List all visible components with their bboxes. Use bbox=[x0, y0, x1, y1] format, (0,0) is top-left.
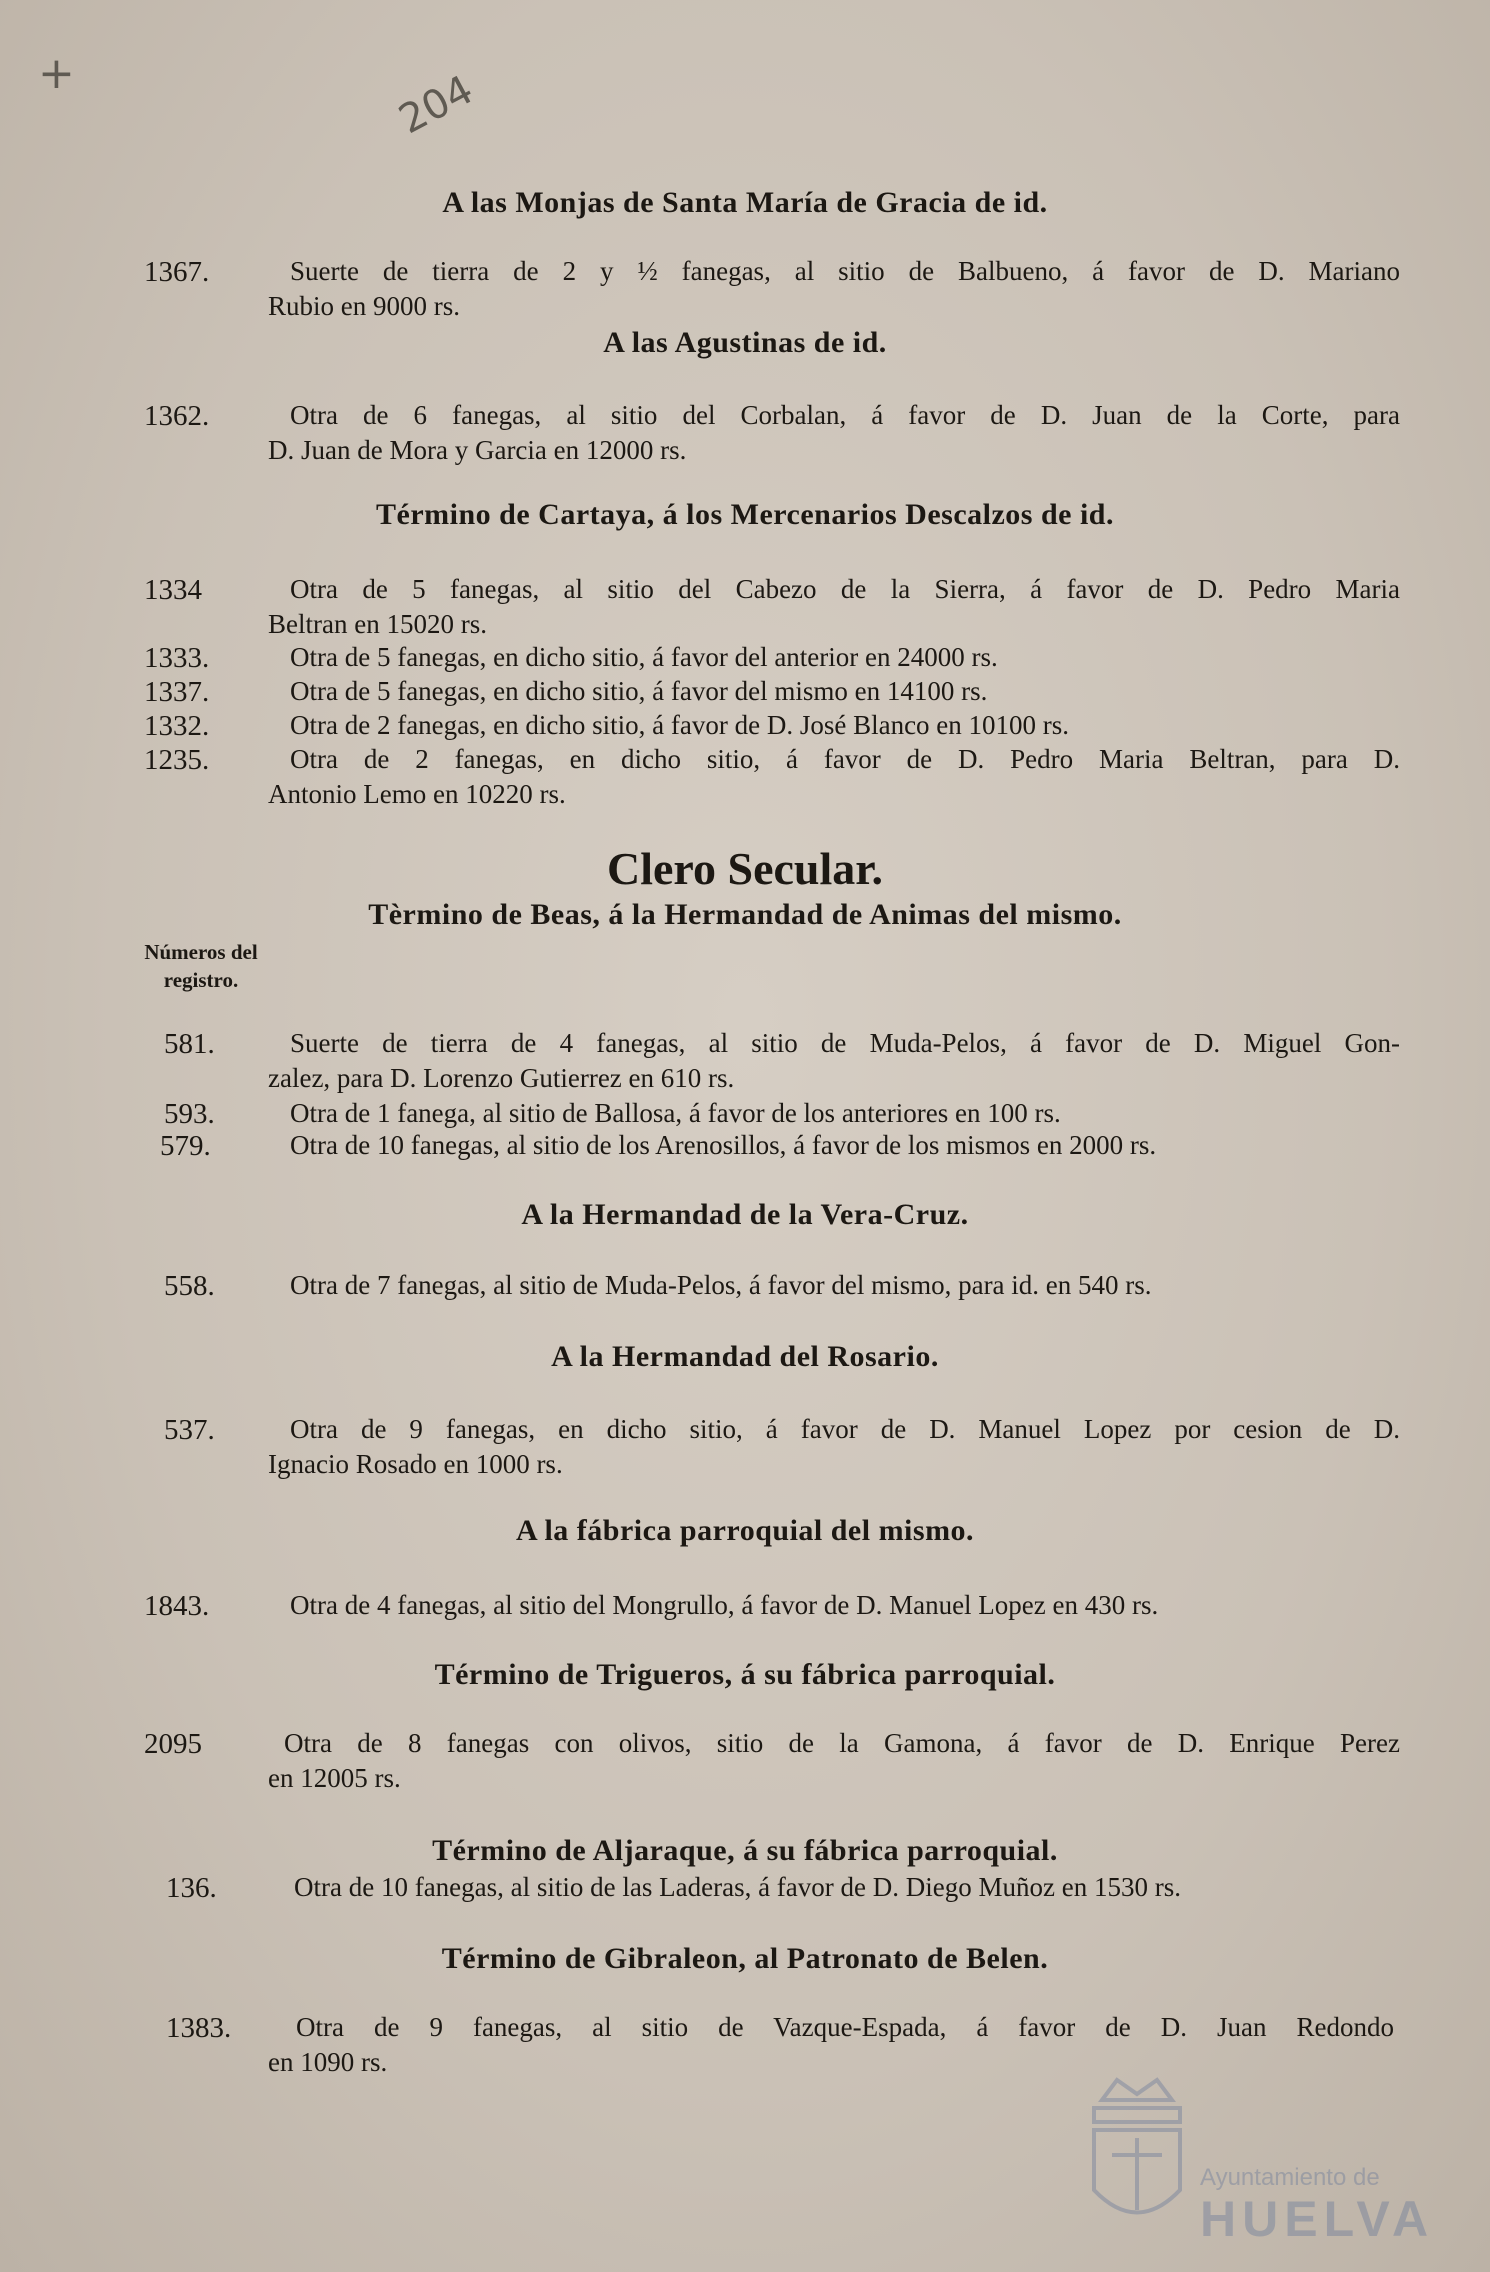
entry-line: Otra de 9 fanegas, en dicho sitio, á favor de D. Manuel Lopez por cesion de D. bbox=[290, 1414, 1400, 1444]
archive-watermark bbox=[1072, 2052, 1452, 2252]
heading-rosario: A la Hermandad del Rosario. bbox=[551, 1340, 939, 1373]
register-number: 579. bbox=[160, 1130, 211, 1162]
register-number: 1337. bbox=[144, 676, 210, 708]
register-label-line1: Números del bbox=[144, 940, 258, 964]
entry-line: Suerte de tierra de 2 y ½ fanegas, al sitio de Balbueno, á favor de D. Mariano bbox=[290, 256, 1400, 286]
register-number: 593. bbox=[164, 1098, 215, 1130]
register-number: 136. bbox=[166, 1872, 217, 1904]
entry-continuation: en 1090 rs. bbox=[268, 2047, 388, 2077]
section-title-clero-secular: Clero Secular. bbox=[607, 843, 883, 894]
entry-continuation: zalez, para D. Lorenzo Gutierrez en 610 rs. bbox=[268, 1063, 735, 1093]
register-number: 1333. bbox=[144, 642, 210, 674]
watermark-line2: HUELVA bbox=[1200, 2191, 1435, 2247]
entry-line: Otra de 2 fanegas, en dicho sitio, á favor de D. José Blanco en 10100 rs. bbox=[290, 710, 1070, 740]
register-number: 1332. bbox=[144, 710, 210, 742]
register-number: 1843. bbox=[144, 1590, 210, 1622]
heading-cartaya: Término de Cartaya, á los Mercenarios Descalzos de id. bbox=[376, 498, 1114, 531]
entry-line: Otra de 10 fanegas, al sitio de las Laderas, á favor de D. Diego Muñoz en 1530 rs. bbox=[294, 1872, 1181, 1902]
register-number: 581. bbox=[164, 1028, 215, 1060]
entry-line: Otra de 2 fanegas, en dicho sitio, á favor de D. Pedro Maria Beltran, para D. bbox=[290, 744, 1400, 774]
entry-line: Otra de 10 fanegas, al sitio de los Arenosillos, á favor de los mismos en 2000 rs. bbox=[290, 1130, 1157, 1160]
register-number: 1235. bbox=[144, 744, 210, 776]
register-label-line2: registro. bbox=[163, 968, 239, 992]
register-number: 1362. bbox=[144, 400, 210, 432]
watermark-line1: Ayuntamiento de bbox=[1200, 2164, 1380, 2191]
heading-vera-cruz: A la Hermandad de la Vera-Cruz. bbox=[521, 1198, 969, 1231]
pencil-plus-mark: + bbox=[38, 48, 75, 99]
register-number: 558. bbox=[164, 1270, 215, 1302]
heading-beas: Tèrmino de Beas, á la Hermandad de Animas del mismo. bbox=[368, 898, 1122, 931]
register-number: 1367. bbox=[144, 256, 210, 288]
register-number: 1383. bbox=[166, 2012, 232, 2044]
entry-line: Otra de 5 fanegas, al sitio del Cabezo de la Sierra, á favor de D. Pedro Maria bbox=[290, 574, 1400, 604]
entry-continuation: Beltran en 15020 rs. bbox=[268, 609, 487, 639]
entry-line: Otra de 8 fanegas con olivos, sitio de la Gamona, á favor de D. Enrique Perez bbox=[284, 1728, 1400, 1758]
entry-line: Otra de 5 fanegas, en dicho sitio, á favor del mismo en 14100 rs. bbox=[290, 676, 988, 706]
register-numbers-label bbox=[126, 938, 276, 994]
entry-continuation: en 12005 rs. bbox=[268, 1763, 401, 1793]
entry-continuation: Antonio Lemo en 10220 rs. bbox=[268, 779, 566, 809]
register-number: 1334 bbox=[144, 574, 202, 606]
entry-line: Otra de 1 fanega, al sitio de Ballosa, á favor de los anteriores en 100 rs. bbox=[290, 1098, 1061, 1128]
heading-gibraleon: Término de Gibraleon, al Patronato de Belen. bbox=[441, 1942, 1049, 1975]
entry-continuation: Rubio en 9000 rs. bbox=[268, 291, 460, 321]
heading-agustinas: A las Agustinas de id. bbox=[603, 326, 887, 359]
heading-aljaraque: Término de Aljaraque, á su fábrica parroquial. bbox=[432, 1834, 1058, 1867]
folio-number: 204 bbox=[391, 66, 481, 144]
heading-monjas-santa-maria: A las Monjas de Santa María de Gracia de id. bbox=[442, 186, 1048, 219]
entry-line: Otra de 4 fanegas, al sitio del Mongrullo, á favor de D. Manuel Lopez en 430 rs. bbox=[290, 1590, 1159, 1620]
entry-continuation: D. Juan de Mora y Garcia en 12000 rs. bbox=[268, 435, 687, 465]
entry-line: Suerte de tierra de 4 fanegas, al sitio de Muda-Pelos, á favor de D. Miguel Gon- bbox=[290, 1028, 1400, 1058]
register-number: 537. bbox=[164, 1414, 215, 1446]
crest-icon bbox=[1072, 2060, 1202, 2240]
entry-line: Otra de 7 fanegas, al sitio de Muda-Pelos, á favor del mismo, para id. en 540 rs. bbox=[290, 1270, 1152, 1300]
entry-line: Otra de 9 fanegas, al sitio de Vazque-Espada, á favor de D. Juan Redondo bbox=[296, 2012, 1394, 2042]
entry-continuation: Ignacio Rosado en 1000 rs. bbox=[268, 1449, 563, 1479]
heading-fabrica-parroquial: A la fábrica parroquial del mismo. bbox=[515, 1514, 975, 1547]
entry-line: Otra de 5 fanegas, en dicho sitio, á favor del anterior en 24000 rs. bbox=[290, 642, 998, 672]
register-number: 2095 bbox=[144, 1728, 202, 1760]
entry-line: Otra de 6 fanegas, al sitio del Corbalan, á favor de D. Juan de la Corte, para bbox=[290, 400, 1400, 430]
heading-trigueros: Término de Trigueros, á su fábrica parroquial. bbox=[434, 1658, 1056, 1691]
